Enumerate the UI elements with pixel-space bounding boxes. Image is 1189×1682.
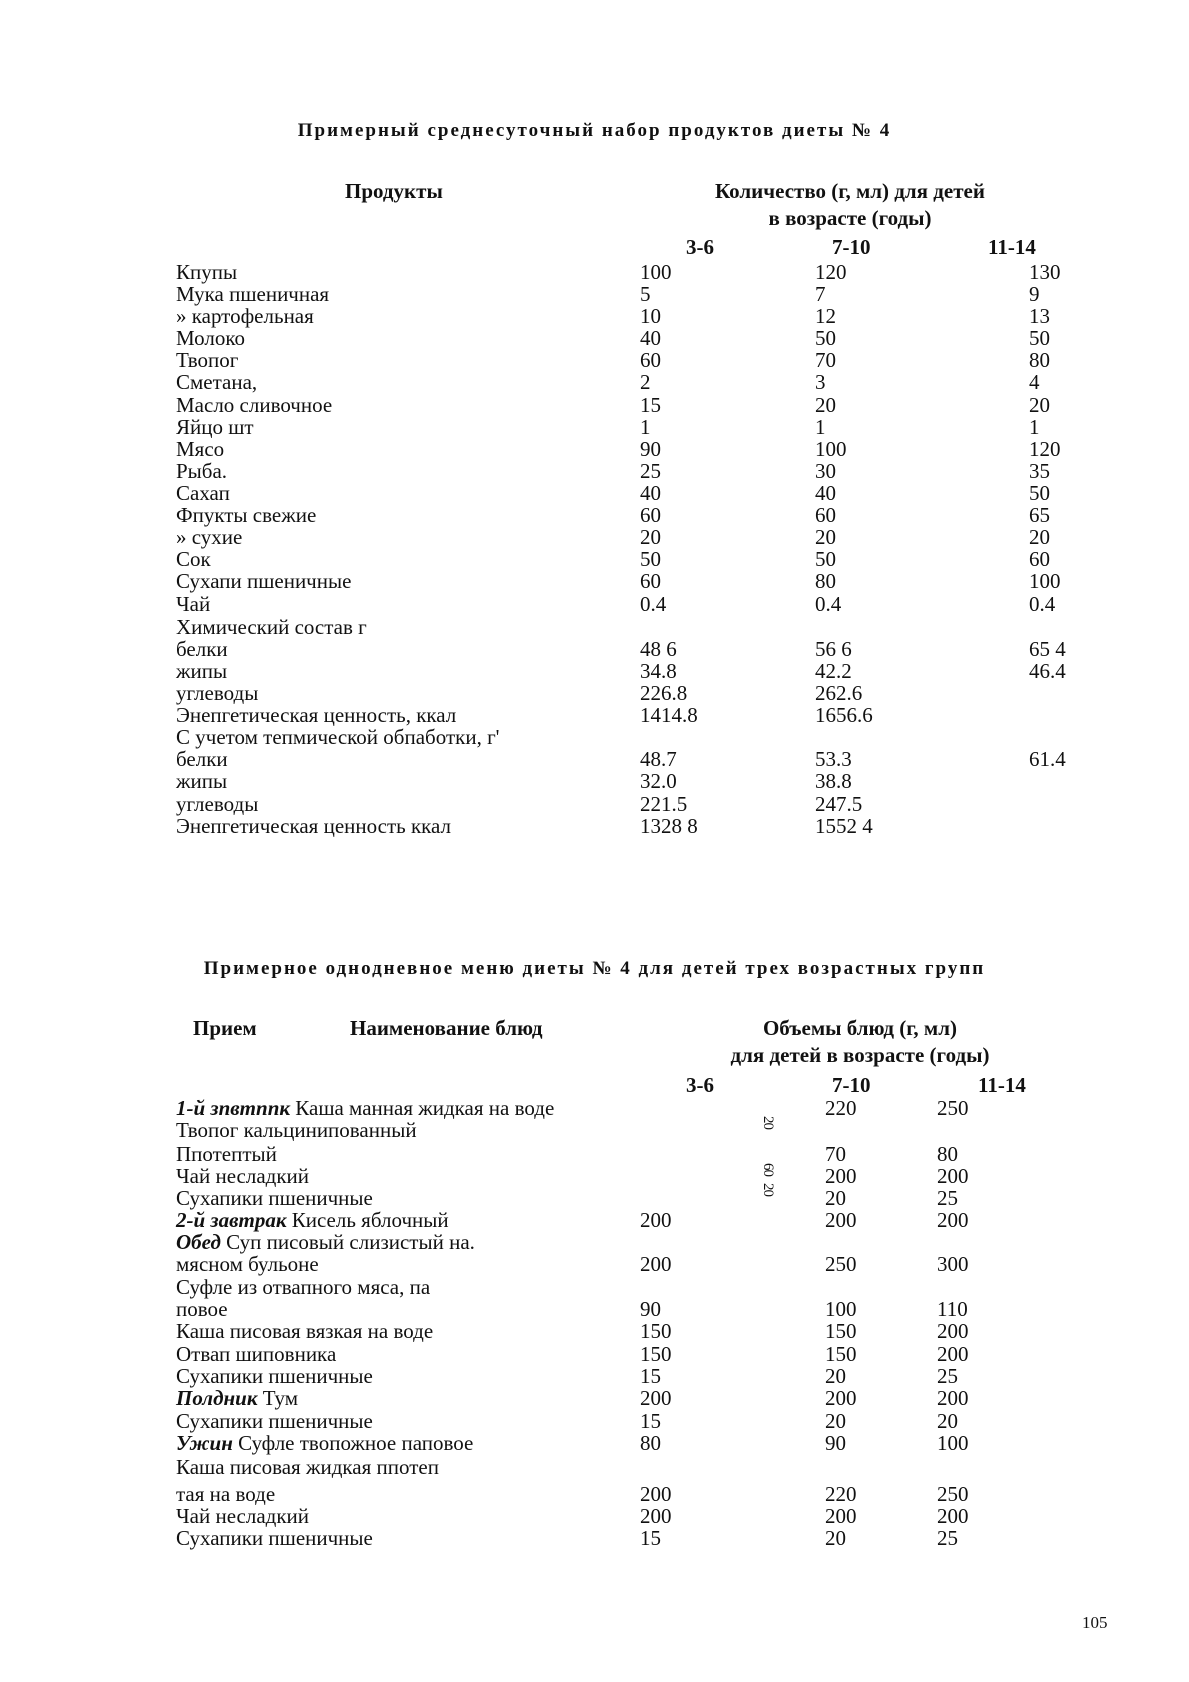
value-age-3-6: 1 [640,415,651,439]
table2-row [0,1410,1189,1433]
value-age-11-14: 100 [1029,569,1061,593]
volume-age-3-6: 200 [640,1482,672,1506]
meal-name: Ужин [176,1431,233,1455]
value-age-7-10: 12 [815,304,836,328]
table2-row [0,1483,1189,1506]
dish-name: повое [176,1297,228,1321]
value-age-7-10: 100 [815,437,847,461]
product-name: Масло сливочное [176,393,333,417]
product-name: Сметана, [176,370,258,394]
table1-row [0,638,1189,661]
value-age-3-6: 40 [640,326,661,350]
value-age-7-10: 262.6 [815,681,863,705]
dish-name: Тум [262,1386,299,1410]
table1-row [0,438,1189,461]
table2-row [0,1320,1189,1343]
value-age-11-14: 50 [1029,481,1050,505]
value-age-11-14: 61.4 [1029,747,1066,771]
table2-row [0,1165,1189,1188]
value-age-3-6: 20 [640,525,661,549]
table1-row [0,394,1189,417]
volume-age-7-10: 100 [825,1297,857,1321]
value-age-3-6: 1414.8 [640,703,698,727]
dish-cell [176,1298,228,1321]
volume-age-11-14: 100 [937,1431,969,1455]
volume-age-7-10: 20 [825,1364,846,1388]
value-age-7-10: 0.4 [815,592,842,616]
table2-row [0,1456,1189,1479]
product-name: Мясо [176,437,225,461]
dish-name: Отвап шиповника [176,1342,337,1366]
table1-row [0,726,1189,749]
value-age-7-10: 1656.6 [815,703,873,727]
volume-age-11-14: 25 [937,1186,958,1210]
dish-name: мясном бульоне [176,1252,319,1276]
product-name: жипы [176,659,228,683]
dish-name: Сухапики пшеничные [176,1364,373,1388]
table2-row [0,1387,1189,1410]
dish-cell [176,1527,373,1550]
volume-age-11-14: 200 [937,1504,969,1528]
value-age-7-10: 50 [815,547,836,571]
product-name: Энепгетическая ценность ккал [176,814,452,838]
volume-age-11-14: 200 [937,1386,969,1410]
table1-row [0,793,1189,816]
value-age-7-10: 60 [815,503,836,527]
table2-row [0,1298,1189,1321]
volume-age-7-10: 250 [825,1252,857,1276]
table2-row [0,1187,1189,1210]
table2-age-1: 3-6 [686,1073,714,1097]
value-age-11-14: 65 4 [1029,637,1066,661]
dish-name: тая на воде [176,1482,276,1506]
dish-name: Сухапики пшеничные [176,1409,373,1433]
product-name: Фпукты свежие [176,503,317,527]
volume-age-7-10: 220 [825,1096,857,1120]
table2-row [0,1365,1189,1388]
dish-cell [176,1483,275,1506]
dish-cell [176,1343,336,1366]
value-age-11-14: 13 [1029,304,1050,328]
volume-age-11-14: 25 [937,1364,958,1388]
volume-age-3-6: 15 [640,1364,661,1388]
meal-name: Обед [176,1230,221,1254]
value-age-3-6: 2 [640,370,651,394]
meal-name: 2-й завтрак [176,1208,287,1232]
product-name: Рыба. [176,459,228,483]
dish-cell [176,1253,319,1276]
table2-col-volume-line2: для детей в возрасте (годы) [730,1043,990,1067]
table1-age-2: 7-10 [832,235,871,259]
value-age-11-14: 46.4 [1029,659,1066,683]
table1-row [0,704,1189,727]
table2-row [0,1231,1189,1254]
value-age-7-10: 30 [815,459,836,483]
product-name: Энепгетическая ценность, ккал [176,703,457,727]
value-age-11-14: 9 [1029,282,1040,306]
volume-age-7-10: 90 [825,1431,846,1455]
value-age-3-6: 226.8 [640,681,688,705]
value-age-11-14: 50 [1029,326,1050,350]
value-age-11-14: 60 [1029,547,1050,571]
table2-row [0,1527,1189,1550]
value-age-3-6: 10 [640,304,661,328]
dish-cell [176,1320,433,1343]
table2-row [0,1276,1189,1299]
volume-age-7-10: 200 [825,1386,857,1410]
product-name: Химический состав г [176,615,367,639]
volume-age-11-14: 200 [937,1164,969,1188]
dish-cell [176,1410,373,1433]
dish-name: Суфле твопожное паповое [238,1431,474,1455]
table1-row [0,371,1189,394]
dish-cell [176,1097,554,1120]
table2-row [0,1505,1189,1528]
volume-age-3-6: 90 [640,1297,661,1321]
table2-row [0,1143,1189,1166]
dish-name: Чай несладкий [176,1164,310,1188]
value-age-3-6: 60 [640,503,661,527]
table1-row [0,283,1189,306]
dish-name: Ппотептый [176,1142,277,1166]
product-name: Сок [176,547,211,571]
volume-age-3-6: 15 [640,1526,661,1550]
table1-age-1: 3-6 [686,235,714,259]
table2-title: Примерное однодневное меню диеты № 4 для детей трех возрастных групп [203,958,986,979]
dish-name: Каша писовая вязкая на воде [176,1319,434,1343]
table1-col-quantity-line1: Количество (г, мл) для детей [715,179,985,203]
table1-row [0,416,1189,439]
value-age-11-14: 130 [1029,260,1061,284]
volume-age-3-6: 150 [640,1342,672,1366]
value-age-11-14: 35 [1029,459,1050,483]
product-name: Сахап [176,481,230,505]
volume-age-7-10: 150 [825,1319,857,1343]
value-age-7-10: 3 [815,370,826,394]
table2-col-meal: Прием [193,1016,257,1040]
dish-cell [176,1209,449,1232]
dish-name: Сухапики пшеничные [176,1526,373,1550]
volume-age-3-6: 200 [640,1252,672,1276]
volume-age-3-6: 15 [640,1409,661,1433]
table1-row [0,593,1189,616]
value-age-7-10: 120 [815,260,847,284]
rotated-value-a: 20 [760,1116,776,1129]
value-age-3-6: 60 [640,569,661,593]
value-age-3-6: 221.5 [640,792,688,816]
table1-row [0,815,1189,838]
volume-age-7-10: 150 [825,1342,857,1366]
product-name: жипы [176,769,228,793]
table2-row [0,1097,1189,1120]
value-age-7-10: 42.2 [815,659,852,683]
table1-row [0,570,1189,593]
table1-row [0,349,1189,372]
product-name: белки [176,747,228,771]
dish-cell [176,1505,309,1528]
table2-age-3: 11-14 [978,1073,1026,1097]
meal-name: Полдник [176,1386,258,1410]
value-age-3-6: 60 [640,348,661,372]
table1-row [0,770,1189,793]
value-age-3-6: 32.0 [640,769,677,793]
table1-row [0,460,1189,483]
value-age-7-10: 1552 4 [815,814,873,838]
dish-cell [176,1143,277,1166]
value-age-7-10: 70 [815,348,836,372]
table2-row [0,1209,1189,1232]
volume-age-7-10: 200 [825,1208,857,1232]
volume-age-3-6: 200 [640,1504,672,1528]
table1-age-3: 11-14 [988,235,1036,259]
product-name: Яйцо шт [176,415,254,439]
table1-row [0,548,1189,571]
value-age-7-10: 80 [815,569,836,593]
volume-age-11-14: 110 [937,1297,968,1321]
value-age-11-14: 80 [1029,348,1050,372]
product-name: » сухие [176,525,243,549]
value-age-3-6: 15 [640,393,661,417]
table2-row [0,1432,1189,1455]
value-age-3-6: 48 6 [640,637,677,661]
value-age-7-10: 53.3 [815,747,852,771]
table1-col-quantity [640,179,1060,231]
value-age-7-10: 20 [815,393,836,417]
table2-col-dish: Наименование блюд [350,1016,543,1040]
volume-age-11-14: 200 [937,1342,969,1366]
product-name: Сухапи пшеничные [176,569,352,593]
product-name: Твопог [176,348,239,372]
value-age-7-10: 1 [815,415,826,439]
volume-age-7-10: 20 [825,1409,846,1433]
page-number: 105 [1082,1613,1108,1632]
table1-row [0,526,1189,549]
table1-row [0,504,1189,527]
value-age-11-14: 4 [1029,370,1040,394]
dish-cell [176,1456,439,1479]
table1-row [0,616,1189,639]
dish-cell [176,1231,475,1254]
value-age-3-6: 90 [640,437,661,461]
product-name: углеводы [176,792,259,816]
volume-age-7-10: 200 [825,1164,857,1188]
table1-col-products: Продукты [345,179,443,203]
dish-name: Твопог кальцинипованный [176,1118,417,1142]
value-age-7-10: 40 [815,481,836,505]
value-age-3-6: 25 [640,459,661,483]
table1-row [0,327,1189,350]
dish-cell [176,1165,309,1188]
dish-name: Каша писовая жидкая ппотеп [176,1455,439,1479]
dish-name: Суп писовый слизистый на. [226,1230,475,1254]
value-age-11-14: 0.4 [1029,592,1056,616]
table2-age-2: 7-10 [832,1073,871,1097]
volume-age-7-10: 70 [825,1142,846,1166]
volume-age-11-14: 25 [937,1526,958,1550]
value-age-11-14: 120 [1029,437,1061,461]
table1-row [0,682,1189,705]
value-age-11-14: 65 [1029,503,1050,527]
product-name: Чай [176,592,211,616]
value-age-7-10: 50 [815,326,836,350]
table2-row [0,1119,1189,1142]
product-name: углеводы [176,681,259,705]
table2-row [0,1253,1189,1276]
table1-row [0,305,1189,328]
volume-age-11-14: 250 [937,1096,969,1120]
table2-col-volume [680,1016,1040,1068]
volume-age-3-6: 200 [640,1208,672,1232]
volume-age-7-10: 220 [825,1482,857,1506]
value-age-3-6: 100 [640,260,672,284]
volume-age-7-10: 200 [825,1504,857,1528]
product-name: Мука пшеничная [176,282,330,306]
rotated-value-b: 20 [760,1183,776,1196]
table1-col-quantity-line2: в возрасте (годы) [768,206,932,230]
volume-age-3-6: 200 [640,1386,672,1410]
volume-age-11-14: 250 [937,1482,969,1506]
value-age-11-14: 1 [1029,415,1040,439]
volume-age-7-10: 20 [825,1186,846,1210]
volume-age-7-10: 20 [825,1526,846,1550]
dish-cell [176,1276,430,1299]
dish-name: Кисель яблочный [291,1208,449,1232]
rotated-value-c: 60 [760,1163,776,1176]
table2-col-volume-line1: Объемы блюд (г, мл) [762,1016,958,1040]
value-age-11-14: 20 [1029,393,1050,417]
value-age-3-6: 34.8 [640,659,677,683]
table1-row [0,261,1189,284]
value-age-7-10: 20 [815,525,836,549]
product-name: » картофельная [176,304,314,328]
dish-cell [176,1187,373,1210]
volume-age-11-14: 20 [937,1409,958,1433]
dish-name: Каша манная жидкая на воде [295,1096,555,1120]
dish-cell [176,1119,417,1142]
dish-name: Суфле из отвапного мяса, па [176,1275,431,1299]
value-age-3-6: 5 [640,282,651,306]
table1-title: Примерный среднесуточный набор продуктов диеты № 4 [297,120,892,141]
volume-age-11-14: 200 [937,1319,969,1343]
value-age-3-6: 0.4 [640,592,667,616]
value-age-3-6: 1328 8 [640,814,698,838]
value-age-3-6: 40 [640,481,661,505]
volume-age-3-6: 80 [640,1431,661,1455]
dish-cell [176,1432,473,1455]
dish-name: Сухапики пшеничные [176,1186,373,1210]
dish-name: Чай несладкий [176,1504,310,1528]
product-name: С учетом тепмической обпаботки, г' [176,725,500,749]
product-name: белки [176,637,228,661]
value-age-11-14: 20 [1029,525,1050,549]
table1-row [0,748,1189,771]
table1-row [0,482,1189,505]
value-age-7-10: 56 6 [815,637,852,661]
product-name: Кпупы [176,260,238,284]
value-age-7-10: 38.8 [815,769,852,793]
volume-age-11-14: 300 [937,1252,969,1276]
table1-row [0,660,1189,683]
value-age-7-10: 7 [815,282,826,306]
meal-name: 1-й зпвтппк [176,1096,291,1120]
dish-cell [176,1365,373,1388]
volume-age-3-6: 150 [640,1319,672,1343]
table2-row [0,1343,1189,1366]
dish-cell [176,1387,298,1410]
value-age-3-6: 50 [640,547,661,571]
value-age-7-10: 247.5 [815,792,863,816]
value-age-3-6: 48.7 [640,747,677,771]
volume-age-11-14: 200 [937,1208,969,1232]
product-name: Молоко [176,326,245,350]
volume-age-11-14: 80 [937,1142,958,1166]
